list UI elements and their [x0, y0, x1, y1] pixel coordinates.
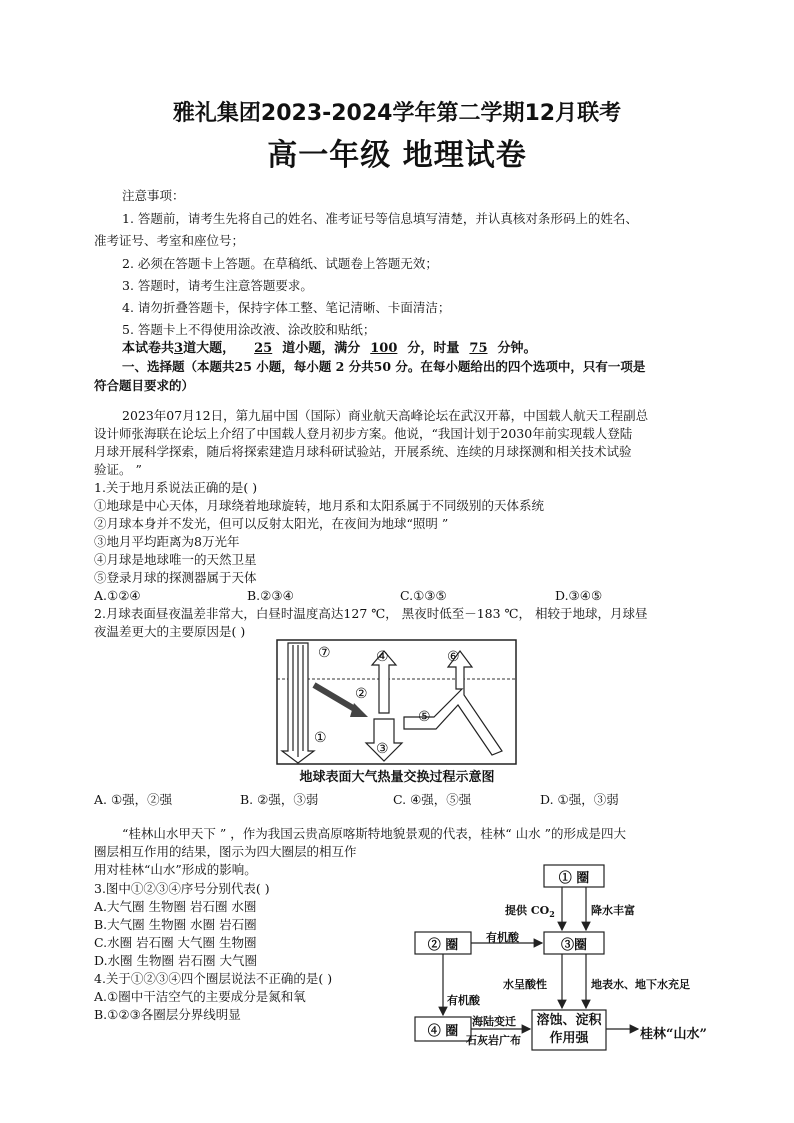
q2-option-b: B. ②强，③弱 [240, 792, 319, 807]
notice-item-1-cont: 准考证号、考室和座位号； [94, 233, 245, 248]
q1-stem: 1.关于地月系说法正确的是( ) [94, 480, 258, 495]
sphere-label-4: ④ 圈 [427, 1024, 459, 1039]
label-co2 [505, 902, 555, 919]
label-rain: 降水丰富 [591, 904, 635, 917]
diagram-label-7: ⑦ [318, 645, 331, 661]
sphere-label-2: ② 圈 [427, 938, 459, 953]
exam-info-questions: 25 [254, 341, 273, 356]
diagram-caption: 地球表面大气热量交换过程示意图 [299, 770, 495, 785]
passage1-line4: 验证。 ” [94, 462, 142, 477]
section1-heading: 一、选择题（本题共25 小题，每小题 2 分共50 分。在每小题给出的四个选项中，只有一项是 [122, 359, 646, 374]
q2-option-a: A. ①强，②强 [94, 792, 173, 807]
label-acid: 水呈酸性 [503, 978, 547, 991]
exam-title-line1: 雅礼集团2023-2024学年第二学期12月联考 [172, 101, 622, 126]
q1-option-c: C.①③⑤ [400, 588, 447, 603]
q1-statement-1: ①地球是中心天体，月球绕着地球旋转，地月系和太阳系属于不同级别的天体系统 [94, 498, 545, 513]
notice-item-4: 4. 请勿折叠答题卡，保持字体工整、笔记清晰、卡面清洁； [122, 300, 451, 315]
q1-statement-4: ④月球是地球唯一的天然卫星 [94, 552, 257, 567]
exam-info-time: 75 [469, 341, 488, 356]
exam-info-sections: 3 [174, 341, 184, 356]
label-co2-formula: CO [530, 904, 550, 917]
sphere-label-3: ③圈 [560, 938, 587, 953]
sphere-label-1: ① 圈 [558, 871, 590, 886]
q4-option-b: B.①②③各圈层分界线明显 [94, 1007, 241, 1022]
passage1-line2: 设计师张海联在论坛上介绍了中国载人登月初步方案。他说，“我国计划于2030年前实现载人登陆 [94, 426, 633, 441]
label-sea-land: 海陆变迁 [472, 1015, 516, 1028]
passage1-line1: 2023年07月12日，第九届中国（国际）商业航天高峰论坛在武汉开幕，中国载人航天工程副总 [122, 408, 649, 423]
diagram-label-1: ① [314, 730, 327, 746]
exam-info-text: 道小题，满分 [282, 341, 361, 356]
q2-stem-cont: 夜温差更大的主要原因是( ) [94, 624, 246, 639]
q1-option-d: D.③④⑤ [555, 588, 603, 603]
q1-statement-2: ②月球本身并不发光，但可以反射太阳光，在夜间为地球“照明 ” [94, 516, 449, 531]
label-water: 地表水、地下水充足 [591, 978, 690, 991]
exam-info-score: 100 [370, 341, 398, 356]
passage2-line3: 用对桂林“山水”形成的影响。 [94, 862, 257, 877]
notice-item-5: 5. 答题卡上不得使用涂改液、涂改胶和贴纸； [122, 322, 376, 337]
exam-info-text: 分，时量 [407, 341, 460, 356]
heat-exchange-diagram [276, 639, 518, 787]
exam-info [122, 339, 537, 358]
result-label-line2: 作用强 [549, 1031, 589, 1046]
notice-item-2: 2. 必须在答题卡上答题。在草稿纸、试题卷上答题无效； [122, 256, 438, 271]
passage1-line3: 月球开展科学探索，随后将探索建造月球科研试验站，开展系统、连续的月球探测和相关技术试验 [94, 444, 632, 459]
notice-item-3: 3. 答题时，请考生注意答题要求。 [122, 278, 313, 293]
result-label-line1: 溶蚀、淀积 [536, 1013, 602, 1028]
exam-title-line2: 高一年级 地理试卷 [267, 138, 527, 173]
q4-stem: 4.关于①②③④四个圈层说法不正确的是( ) [94, 971, 333, 986]
diagram-label-4: ④ [376, 649, 389, 665]
q2-stem: 2.月球表面昼夜温差非常大，白昼时温度高达127 ℃， 黑夜时低至－183 ℃， 相较于地球，月球昼 [94, 606, 648, 621]
q2-option-d: D. ①强，③弱 [540, 792, 619, 807]
q3-option-a: A.大气圈 生物圈 岩石圈 水圈 [94, 899, 257, 914]
q3-option-b: B.大气圈 生物圈 水圈 岩石圈 [94, 917, 257, 932]
passage2-line1: “桂林山水甲天下 ” ，作为我国云贵高原喀斯特地貌景观的代表，桂林“ 山水 ”的形成是四大 [122, 826, 626, 841]
notice-item-1: 1. 答题前，请考生先将自己的姓名、准考证号等信息填写清楚，并认真核对条形码上的姓名、 [122, 211, 638, 226]
diagram-label-3: ③ [376, 741, 389, 757]
label-organic-acid-1: 有机酸 [486, 931, 519, 944]
label-limestone: 石灰岩广布 [466, 1034, 521, 1047]
diagram-label-5: ⑤ [418, 709, 431, 725]
label-co2-prefix: 提供 [505, 904, 527, 917]
label-organic-acid-2: 有机酸 [447, 994, 480, 1007]
q1-option-a: A.①②④ [94, 588, 141, 603]
passage2-line2: 圈层相互作用的结果，图示为四大圈层的相互作 [94, 844, 357, 859]
exam-info-text: 本试卷共 [122, 341, 175, 356]
q1-statement-3: ③地月平均距离为8万光年 [94, 534, 240, 549]
diagram-label-6: ⑥ [447, 649, 460, 665]
notice-heading: 注意事项： [122, 188, 185, 203]
section1-heading-cont: 符合题目要求的） [94, 378, 195, 393]
q4-option-a: A.①圈中干洁空气的主要成分是氮和氧 [94, 989, 306, 1004]
q3-option-c: C.水圈 岩石圈 大气圈 生物圈 [94, 935, 257, 950]
diagram-label-2: ② [355, 686, 368, 702]
exam-info-text: 道大题， [183, 341, 236, 356]
result-label [532, 1012, 606, 1048]
exam-info-text: 分钟。 [497, 341, 537, 356]
guilin-landscape-label: 桂林“山水” [640, 1027, 707, 1042]
q1-statement-5: ⑤登录月球的探测器属于天体 [94, 570, 257, 585]
q1-option-b: B.②③④ [247, 588, 294, 603]
q3-stem: 3.图中①②③④序号分别代表( ) [94, 881, 270, 896]
q2-option-c: C. ④强，⑤强 [393, 792, 472, 807]
q3-option-d: D.水圈 生物圈 岩石圈 大气圈 [94, 953, 257, 968]
label-co2-sub: 2 [549, 909, 555, 920]
